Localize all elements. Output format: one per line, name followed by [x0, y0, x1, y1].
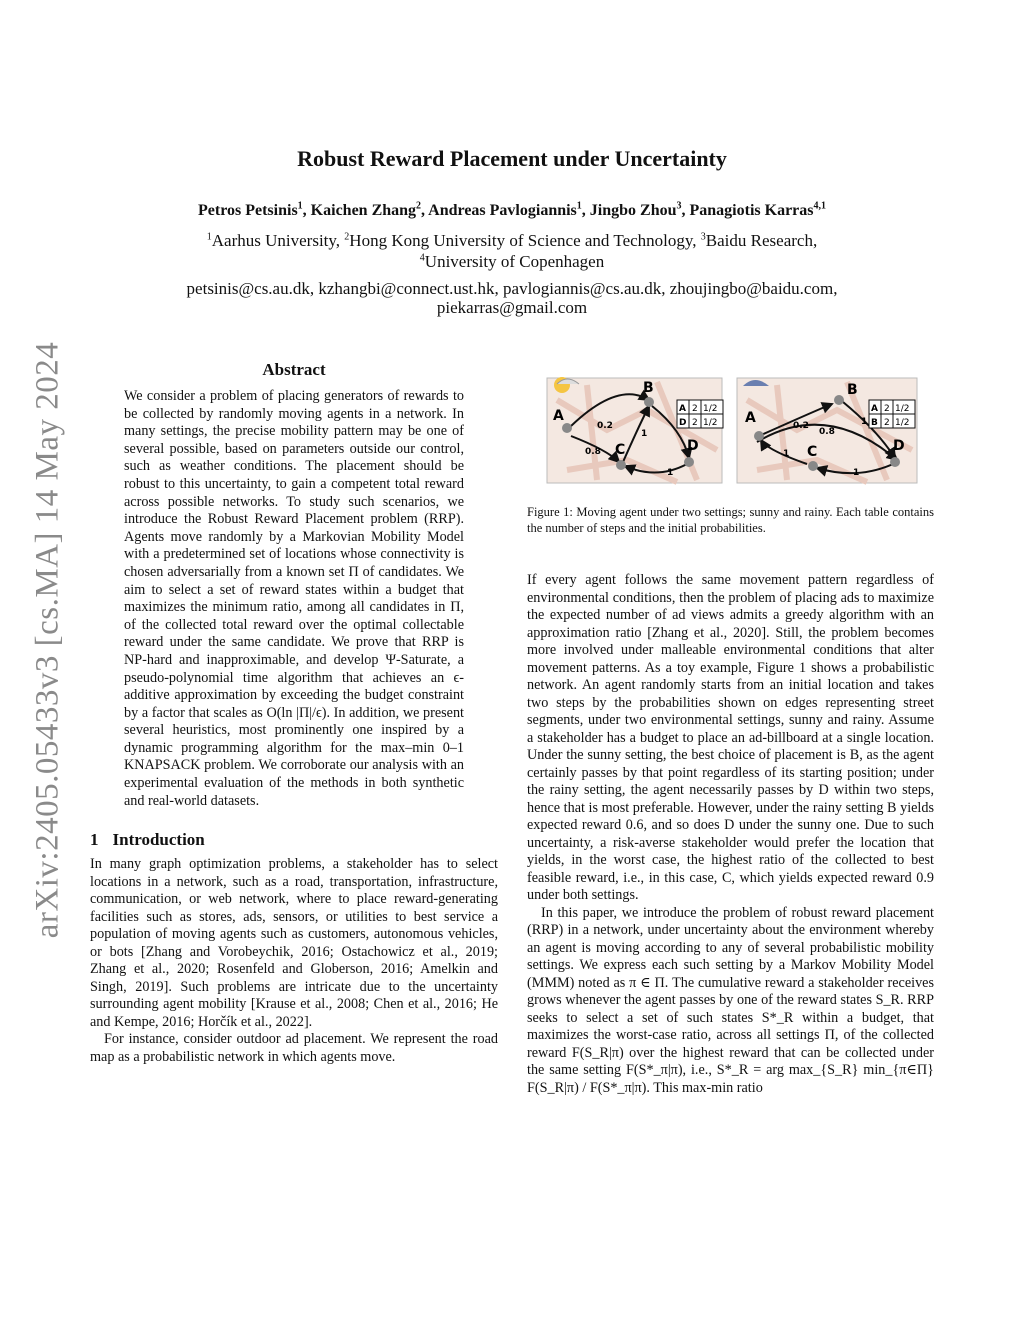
section-heading: 1 Introduction: [90, 830, 205, 850]
edge-label: 0.2: [597, 421, 613, 431]
svg-text:1/2: 1/2: [703, 418, 718, 428]
abstract-heading: Abstract: [262, 360, 326, 379]
node-label: A: [553, 408, 564, 424]
intro-paragraph: In many graph optimization problems, a stakeholder has to select locations in a network, such as a road, transportation, infrastructure, communication, or web network, where to place reward-generating facilities such as stores, ads, sensors, or utilities to best service a population of moving agents such as customers, autonomous vehicles, or bots [Zhang and Vorobeychik, 2016; Ostachowicz et al., 2019; Zhang et al., 2020; Rosenfeld and Globerson, 2016; Amelkin and Singh, 2019]. Such problems are intricate due to the uncertainty surrounding agent mobility [Krause et al., 2008; Chen et al., 2016; He and Kempe, 2016; Horčík et al., 2022].: [90, 856, 498, 1030]
edge-label: 1: [667, 468, 674, 478]
edge-label: 1: [641, 429, 648, 439]
node-label: B: [643, 380, 654, 396]
left-column: [90, 360, 498, 1066]
author: Andreas Pavlogiannis: [428, 202, 577, 219]
svg-text:1/2: 1/2: [895, 418, 910, 428]
edge-label: 1: [783, 449, 790, 459]
figure-1: [527, 370, 934, 490]
svg-text:A: A: [871, 404, 878, 414]
intro-paragraph: If every agent follows the same movement pattern regardless of environmental conditions, then the problem of placing ads to maximize the expected number of ad views admits a greedy algorithm with an approximation ratio [Zhang et al., 2020]. Still, the problem becomes more involved under malleable environmental conditions that alter movement patterns. As a toy example, Figure 1 shows a probabilistic network. An agent randomly starts from an initial location and takes two steps by the probabilities shown on edges representing street segments, under two environmental settings, sunny and rainy. Assume a stakeholder has a budget to place an ad-billboard at a single location. Under the sunny setting, the best choice of placement is B, as the agent certainly passes by that point regardless of its starting position; under the rainy setting, the agent necessarily passes by D within two steps, hence that is most preferable. However, under the rainy setting B yields expected reward 0.6, and so does D under the sunny one. Due to such uncertainty, a risk-averse stakeholder would prefer the location that yields, in the worst case, the highest ratio of the collected to best feasible reward, i.e., in this case, C, which yields expected reward 0.9 under both settings.: [527, 572, 934, 903]
node-label: D: [893, 438, 905, 454]
author: Petros Petsinis: [197, 202, 298, 219]
node-label: D: [687, 438, 699, 454]
svg-text:1/2: 1/2: [895, 404, 910, 414]
author: Kaichen Zhang: [310, 202, 417, 219]
steps-table: [677, 400, 723, 428]
edge-label: 0.2: [793, 421, 809, 431]
right-column: [527, 370, 934, 1097]
svg-text:2: 2: [692, 418, 698, 428]
svg-text:A: A: [679, 404, 686, 414]
edge-label: 1: [861, 417, 868, 427]
figure-1-illustration: [527, 370, 934, 490]
node-label: A: [745, 410, 756, 426]
edge-label: 1: [853, 468, 860, 478]
intro-paragraph: In this paper, we introduce the problem of robust reward placement (RRP) in a network, under uncertainty about the environment whereby an agent is moving according to any of several probabilistic mobility settings. We express each such setting by a Markov Mobility Model (MMM) noted as π ∈ Π. The cumulative reward a stakeholder receives grows whenever the agent passes by one of the reward states S_R. RRP seeks to select a set of such states S*_R within a budget, that maximizes the worst-case ratio, across all settings Π, of the collected reward F(S_R|π) over the highest reward that can be collected under the same setting F(S*_π|π), i.e., S*_R = arg max_{S_R} min_{π∈Π} F(S_R|π) / F(S*_π|π). This max-min ratio: [527, 904, 934, 1096]
intro-paragraph: For instance, consider outdoor ad placement. We represent the road map as a probabilistic network in which agents move.: [90, 1031, 498, 1065]
steps-table: [869, 400, 915, 428]
author-list: Petros Petsinis$^1$, Kaichen Zhang$^2$, Andreas Pavlogiannis$^1$, Jingbo Zhou$^3$, Panagiotis Karras$^{4,1}$: [197, 200, 826, 219]
svg-text:2: 2: [692, 404, 698, 414]
paper-title: Robust Reward Placement under Uncertainty: [297, 146, 727, 171]
arxiv-side-stamp: arXiv:2405.05433v3 [cs.MA] 14 May 2024: [29, 341, 66, 939]
edge-label: 0.8: [819, 427, 835, 437]
author: Jingbo Zhou: [589, 202, 677, 219]
sunny-panel: [547, 377, 723, 483]
rainy-panel: [737, 378, 917, 483]
node-label: B: [847, 382, 858, 398]
author-emails: petsinis@cs.au.dk, kzhangbi@connect.ust.hk, pavlogiannis@cs.au.dk, zhoujingbo@baidu.com, piekarras@gmail.com: [186, 279, 838, 317]
svg-text:2: 2: [884, 404, 890, 414]
svg-text:1/2: 1/2: [703, 404, 718, 414]
node-label: C: [615, 442, 626, 458]
svg-text:2: 2: [884, 418, 890, 428]
node-label: C: [807, 444, 818, 460]
abstract-text: We consider a problem of placing generators of rewards to be collected by randomly moving agents in a network. In many settings, the precise mobility pattern may be one of several possible, based on parameters outside our control, such as weather conditions. The placement should be robust to this uncertainty, to gain a competent total reward across possible networks. To study such scenarios, we introduce the Robust Reward Placement problem (RRP). Agents move randomly by a Markovian Mobility Model with a predetermined set of locations whose connectivity is chosen adversarially from a known set Π of candidates. We aim to select a set of reward states within a budget that maximizes the minimum ratio, among all candidates in Π, of the collected total reward over the optimal collectable reward under the same candidate. We prove that RRP is NP-hard and inapproximable, and develop Ψ-Saturate, a pseudo-polynomial time algorithm that achieves an ϵ-additive approximation by exceeding the budget constraint by a factor that scales as O(ln |Π|/ϵ). In addition, we present several heuristics, most prominently one inspired by a dynamic programming algorithm for the max–min 0–1 KNAPSACK problem. We corroborate our analysis with an experimental evaluation of the methods in both synthetic and real-world datasets.: [124, 388, 464, 809]
svg-text:B: B: [871, 418, 878, 428]
edge-label: 0.8: [585, 447, 601, 457]
affiliations: $^1$Aarhus University, $^2$Hong Kong University of Science and Technology, $^3$Baidu Research, $^4$University of Copenhagen: [206, 231, 818, 271]
svg-text:D: D: [679, 418, 687, 428]
figure-caption: Figure 1: Moving agent under two settings; sunny and rainy. Each table contains the number of steps and the initial probabilities.: [527, 505, 934, 535]
author: Panagiotis Karras: [689, 202, 814, 219]
